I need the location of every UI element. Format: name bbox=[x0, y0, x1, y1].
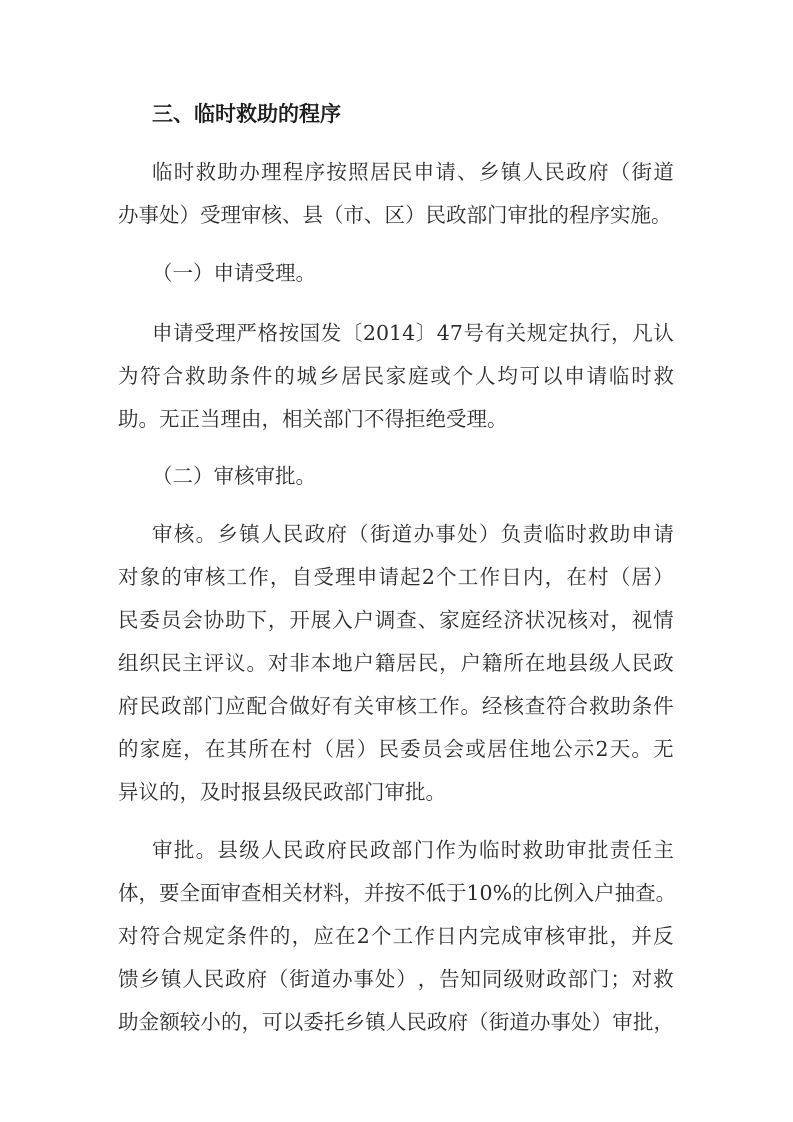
paragraph-line: 助 金 额 较 小 的 ， 可 以 委 托 乡 镇 人 民 政 府 （ 街 道 办 事 处 ） 审 批 ， bbox=[118, 1010, 674, 1034]
paragraph-line: 申 请 受 理 严 格 按 国 发 〔 2014 〕 47 号 有 关 规 定 执 行 ， 凡 认 bbox=[152, 321, 674, 345]
paragraph-line: 临 时 救 助 办 理 程 序 按 照 居 民 申 请 、 乡 镇 人 民 政 府 （ 街 道 bbox=[152, 160, 674, 184]
paragraph-line: 审 核 。 乡 镇 人 民 政 府 （ 街 道 办 事 处 ） 负 责 临 时 救 助 申 请 bbox=[152, 522, 674, 546]
paragraph-line: 对 符 合 规 定 条 件 的 ， 应 在 2 个 工 作 日 内 完 成 审 核 审 批 ， 并 反 bbox=[118, 924, 674, 948]
paragraph-line: 体 ， 要 全 面 审 查 相 关 材 料 ， 并 按 不 低 于 10% 的 比 例 入 户 抽 查 。 bbox=[118, 881, 677, 905]
paragraph-line: 助。无正当理由，相关部门不得拒绝受理。 bbox=[118, 407, 508, 431]
paragraph-line: 对 象 的 审 核 工 作 ， 自 受 理 申 请 起 2 个 工 作 日 内 ， 在 村 （ 居 ） bbox=[118, 565, 674, 589]
paragraph-line: 异议的，及时报县级民政部门审批。 bbox=[118, 780, 446, 804]
subheading-line: （一）申请受理。 bbox=[152, 261, 316, 285]
section-heading: 三、临时救助的程序 bbox=[152, 102, 341, 126]
paragraph-line: 为 符 合 救 助 条 件 的 城 乡 居 民 家 庭 或 个 人 均 可 以 申 请 临 时 救 bbox=[118, 364, 674, 388]
paragraph-line: 馈 乡 镇 人 民 政 府 （ 街 道 办 事 处 ） ， 告 知 同 级 财 政 部 门 ； 对 救 bbox=[118, 967, 674, 991]
paragraph-line: 审 批 。 县 级 人 民 政 府 民 政 部 门 作 为 临 时 救 助 审 批 责 任 主 bbox=[152, 838, 674, 862]
paragraph-line: 民 委 员 会 协 助 下 ， 开 展 入 户 调 查 、 家 庭 经 济 状 况 核 对 ， 视 情 bbox=[118, 608, 674, 632]
paragraph-line: 组 织 民 主 评 议 。 对 非 本 地 户 籍 居 民 ， 户 籍 所 在 地 县 级 人 民 政 bbox=[118, 651, 674, 675]
paragraph-line: 府 民 政 部 门 应 配 合 做 好 有 关 审 核 工 作 。 经 核 查 符 合 救 助 条 件 bbox=[118, 694, 674, 718]
paragraph-line: 的 家 庭 ， 在 其 所 在 村 （ 居 ） 民 委 员 会 或 居 住 地 公 示 2 天 。 无 bbox=[118, 737, 674, 761]
subheading-line: （二）审核审批。 bbox=[152, 464, 316, 488]
paragraph-line: 办事处）受理审核、县（市、区）民政部门审批的程序实施。 bbox=[118, 203, 672, 227]
